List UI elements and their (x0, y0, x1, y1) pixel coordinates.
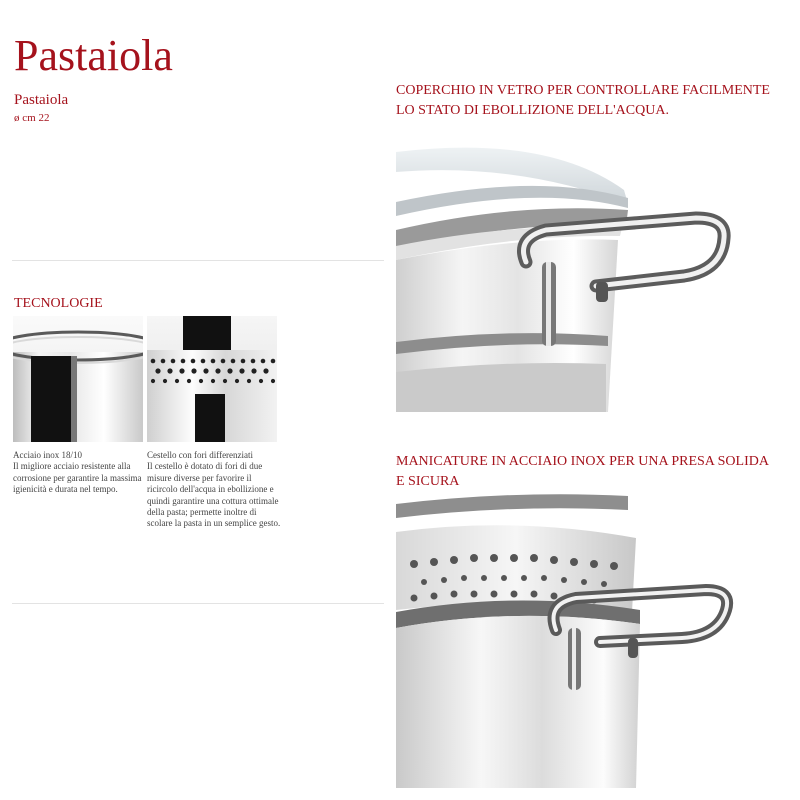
steel-pot-rim-icon (13, 316, 143, 442)
perforated-basket-icon (147, 316, 277, 442)
technology-description: Il migliore acciaio resistente alla corrosione per garantire la massima igienicità e durata nel tempo. (13, 461, 142, 495)
technology-title: Acciaio inox 18/10 (13, 450, 82, 460)
feature-caption-handles: MANICATURE IN ACCIAIO INOX PER UNA PRESA SOLIDA E SICURA (396, 454, 769, 489)
technology-item-basket (147, 450, 282, 530)
product-subtitle: Pastaiola (14, 92, 69, 108)
steel-handle-icon (396, 492, 780, 788)
technology-description: Il cestello è dotato di fori di due misure diverse per favorire il ricircolo dell'acqua in ebollizione e quindi garantire una cottura ottimale della pasta; permette inoltre di scolare la pasta in un semplice gesto. (147, 461, 281, 529)
divider-top (12, 260, 384, 261)
technologies-heading: TECNOLOGIE (14, 296, 103, 311)
page-title: Pastaiola (14, 31, 173, 80)
feature-caption-lid: COPERCHIO IN VETRO PER CONTROLLARE FACILMENTE LO STATO DI EBOLLIZIONE DELL'ACQUA. (396, 83, 770, 118)
divider-bottom (12, 603, 384, 604)
technology-title: Cestello con fori differenziati (147, 450, 254, 460)
technology-item-steel (13, 450, 148, 496)
product-dimension: ø cm 22 (14, 112, 50, 124)
glass-lid-icon (396, 142, 780, 412)
